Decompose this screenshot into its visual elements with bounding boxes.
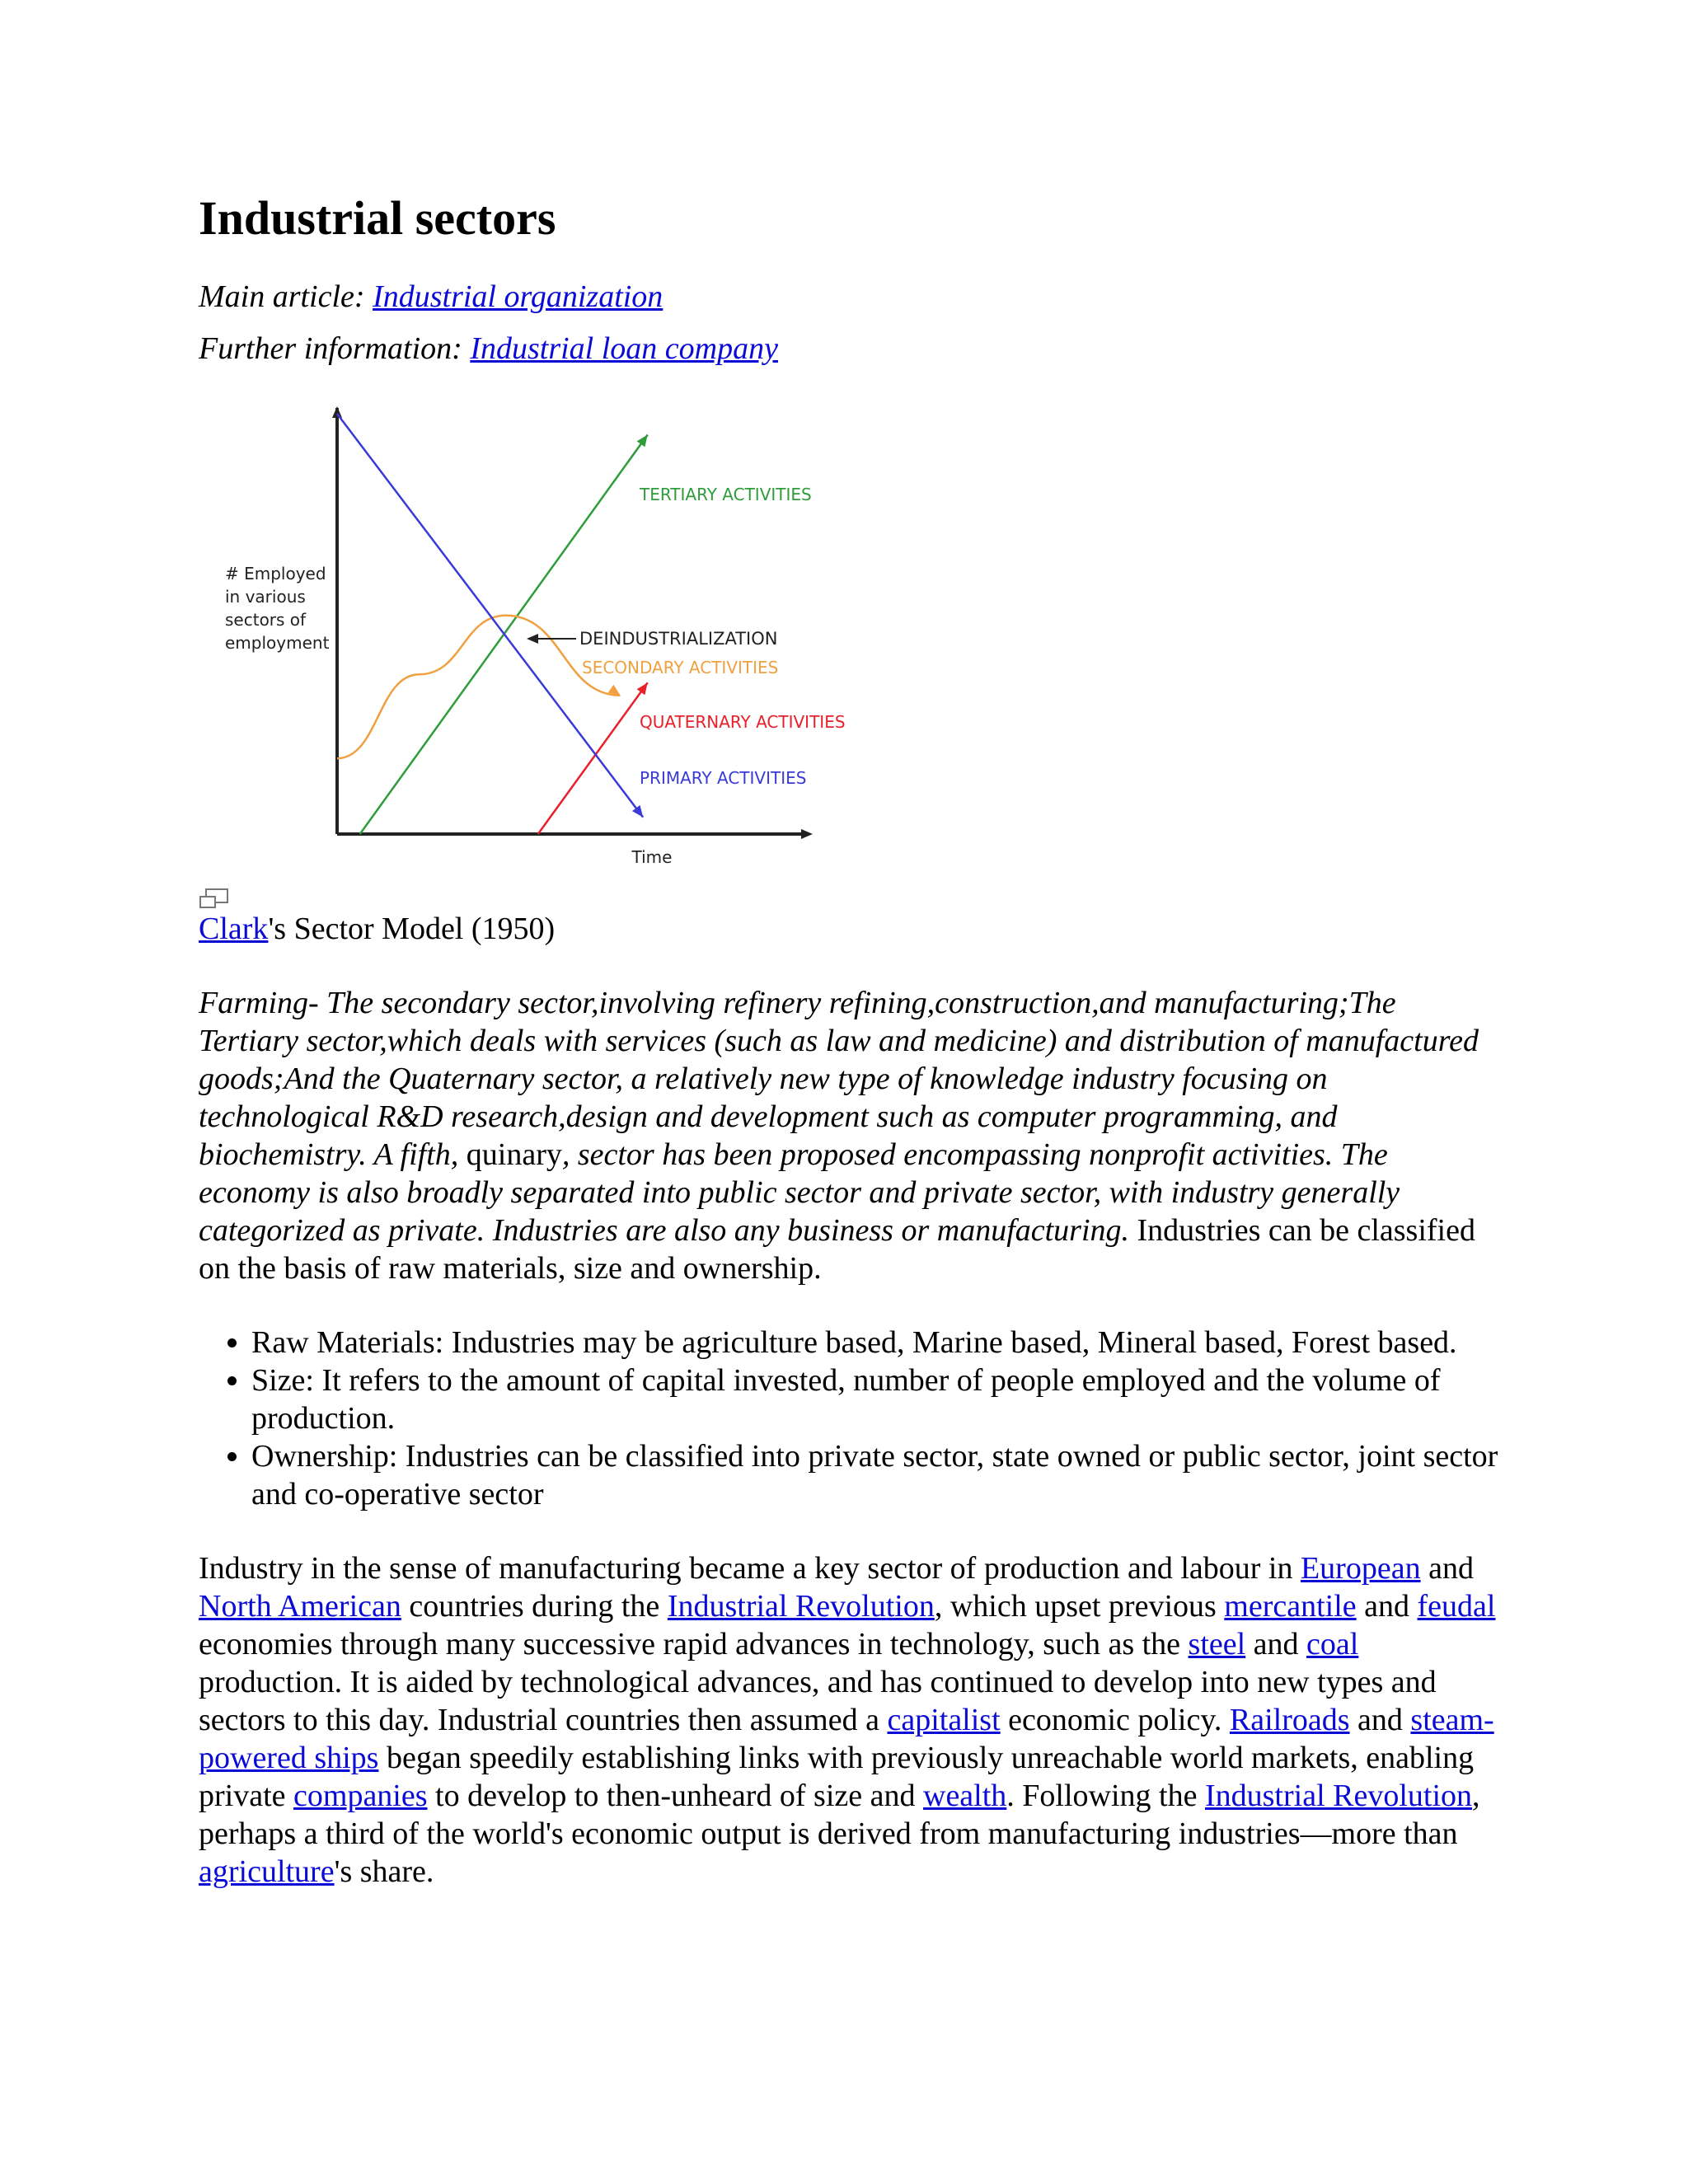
- history-text: Industry in the sense of manufacturing became a key sector of production and labour in: [199, 1551, 1301, 1586]
- quaternary-activities-line: [538, 682, 648, 834]
- y-axis-label: employment: [225, 632, 330, 653]
- history-text: and: [1420, 1551, 1474, 1586]
- history-text: economic policy.: [1000, 1703, 1230, 1738]
- history-text: began speedily establishing links with previously unreachable world markets, enabling private: [199, 1741, 1475, 1814]
- quaternary-activities-label: QUATERNARY ACTIVITIES: [640, 711, 846, 732]
- history-text: economies through many successive rapid advances in technology, such as the: [199, 1627, 1189, 1662]
- sectors-text-a: Farming- The secondary sector,involving refinery refining,construction,and manufacturing;The Tertiary sector,which deals with services (such as law and medicine) and distribution of manufactured goods;And the Quaternary sector, a relatively new type of knowledge industry focusing on technological R&D research,design and development such as computer programming, and biochemistry. A fifth,: [199, 986, 1479, 1173]
- article-content: [199, 190, 1501, 1891]
- list-item: • Raw Materials: Industries may be agriculture based, Marine based, Mineral based, Forest based.: [251, 1324, 1501, 1361]
- history-text: production. It is aided by technological advances, and has continued to develop into new types and sectors to this day. Industrial countries then assumed a: [199, 1665, 1437, 1738]
- primary-activities-arrow: [632, 805, 643, 818]
- x-axis-label: Time: [631, 846, 673, 867]
- wealth-link[interactable]: wealth: [923, 1779, 1007, 1814]
- figure-caption: [199, 911, 1501, 949]
- y-axis-label: in various: [225, 586, 306, 607]
- history-text: and: [1349, 1703, 1411, 1738]
- main-article-prefix: Main article:: [199, 279, 373, 314]
- secondary-activities-label: SECONDARY ACTIVITIES: [582, 657, 779, 677]
- steel-link[interactable]: steel: [1188, 1627, 1246, 1662]
- history-text: and: [1356, 1589, 1418, 1624]
- primary-activities-line: [337, 414, 643, 818]
- history-text: to develop to then-unheard of size and: [427, 1779, 923, 1814]
- industrial-revolution-link-2[interactable]: Industrial Revolution: [1204, 1779, 1473, 1814]
- north-american-link[interactable]: North American: [199, 1589, 401, 1624]
- capitalist-link[interactable]: capitalist: [887, 1703, 1001, 1738]
- deindustrialization-label: DEINDUSTRIALIZATION: [579, 628, 778, 649]
- tertiary-activities-arrow: [637, 434, 648, 447]
- european-link[interactable]: European: [1300, 1551, 1421, 1586]
- primary-activities-label: PRIMARY ACTIVITIES: [640, 767, 807, 788]
- further-info-note: [199, 330, 1501, 368]
- coal-link[interactable]: coal: [1306, 1627, 1359, 1662]
- sectors-text-c: , sector has been proposed encompassing nonprofit activities. The economy is also broadly separated into public sector and private sector, with industry generally categorized as private. Industries are also any business or manufacturing.: [199, 1137, 1400, 1249]
- classification-list: [199, 1324, 1501, 1513]
- list-item: • Ownership: Industries can be classified into private sector, state owned or public sector, joint sector and co-operative sector: [251, 1437, 1501, 1513]
- sector-model-figure[interactable]: [199, 400, 1023, 878]
- y-axis-label: # Employed: [225, 563, 326, 583]
- sector-model-chart: [199, 400, 1023, 878]
- section-heading: Industrial sectors: [199, 191, 556, 245]
- mercantile-link[interactable]: mercantile: [1224, 1589, 1357, 1624]
- main-article-note: [199, 279, 1501, 316]
- feudal-link[interactable]: feudal: [1417, 1589, 1496, 1624]
- main-article-link[interactable]: Industrial organization: [373, 279, 663, 314]
- clark-link[interactable]: Clark: [199, 911, 269, 946]
- y-axis-label: sectors of: [225, 609, 307, 630]
- caption-text: 's Sector Model (1950): [268, 911, 556, 946]
- history-text: and: [1245, 1627, 1307, 1662]
- companies-link[interactable]: companies: [293, 1779, 428, 1814]
- secondary-activities-line: [337, 616, 620, 758]
- tertiary-activities-label: TERTIARY ACTIVITIES: [640, 484, 812, 504]
- quaternary-activities-arrow: [637, 682, 648, 695]
- sectors-text-d: Industries can be classified on the basis of raw materials, size and ownership.: [199, 1213, 1475, 1286]
- agriculture-link[interactable]: agriculture: [199, 1854, 335, 1890]
- enlarge-icon[interactable]: [199, 888, 232, 911]
- further-info-prefix: Further information:: [199, 331, 471, 367]
- history-text: . Following the: [1006, 1779, 1205, 1814]
- industrial-revolution-link[interactable]: Industrial Revolution: [667, 1589, 935, 1624]
- further-info-link[interactable]: Industrial loan company: [470, 331, 778, 367]
- sectors-paragraph: [199, 984, 1501, 1287]
- history-text: countries during the: [401, 1589, 668, 1624]
- railroads-link[interactable]: Railroads: [1229, 1703, 1350, 1738]
- steam-powered-ships-link[interactable]: steam-powered ships: [199, 1703, 1494, 1776]
- deindustrialization-arrow: [527, 634, 538, 644]
- x-axis-arrow: [801, 829, 813, 839]
- list-item: • Size: It refers to the amount of capital invested, number of people employed and the volume of production.: [251, 1361, 1501, 1437]
- industry-history-paragraph: [199, 1549, 1501, 1891]
- sectors-text-b: quinary: [466, 1137, 562, 1173]
- history-text: , perhaps a third of the world's economic output is derived from manufacturing industries—more than: [199, 1779, 1480, 1852]
- y-axis-arrow: [332, 406, 342, 418]
- history-text: 's share.: [334, 1854, 434, 1890]
- history-text: , which upset previous: [934, 1589, 1225, 1624]
